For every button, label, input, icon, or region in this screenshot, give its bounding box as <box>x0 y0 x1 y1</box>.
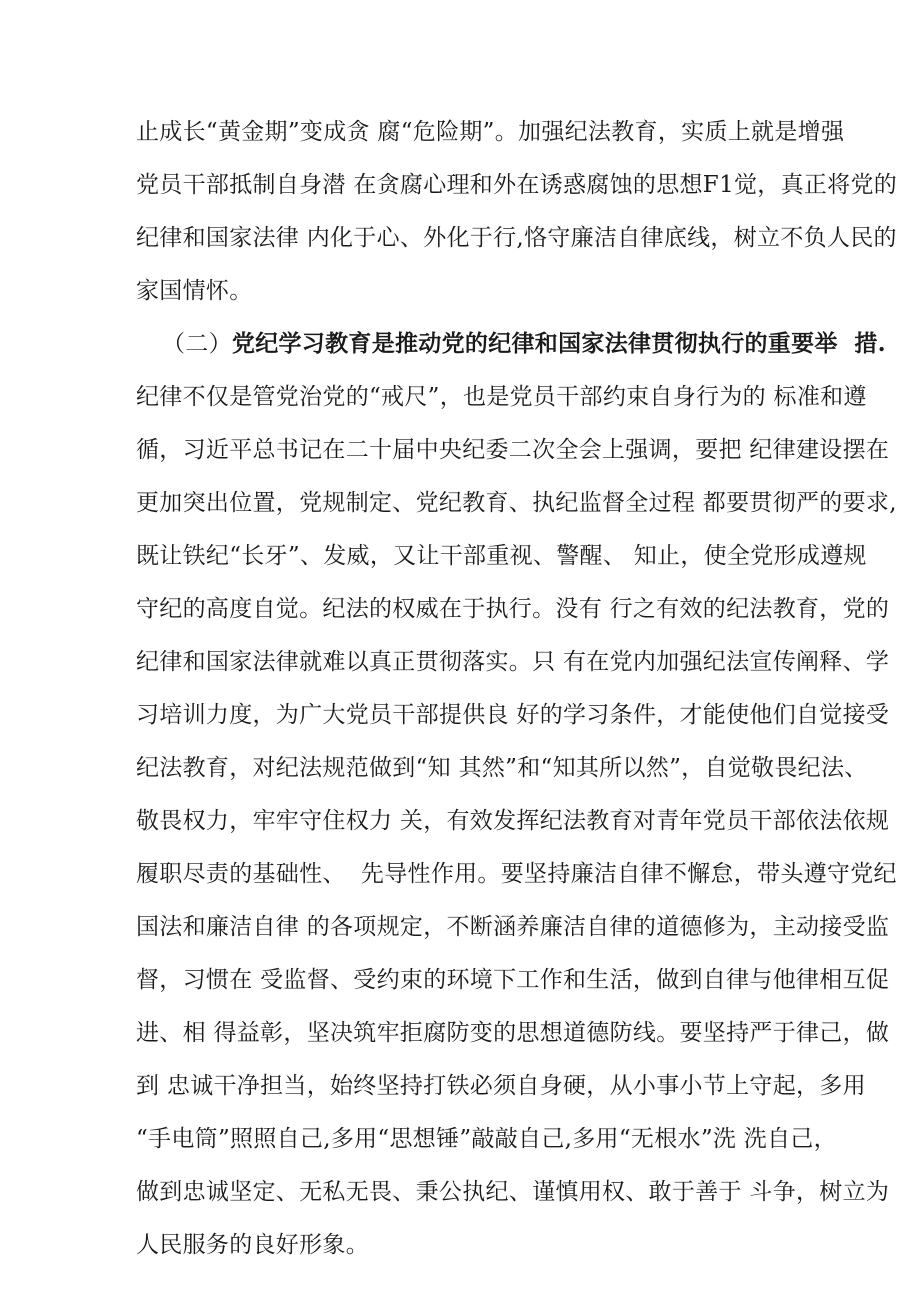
text-line: 督，习惯在 受监督、受约束的环境下工作和生活，做到自律与他律相互促 <box>136 967 890 993</box>
section-heading <box>162 330 886 358</box>
text-line: 既让铁纪“长牙”、发威，又让干部重视、警醒、 知止，使全党形成遵规 <box>136 543 867 569</box>
text-line: 守纪的高度自觉。纪法的权威在于执行。没有 行之有效的纪法教育，党的 <box>136 596 890 622</box>
text-line: 进、相 得益彰，坚决筑牢拒腐防变的思想道德防线。要坚持严于律己，做 <box>136 1020 890 1046</box>
text-line: 到 忠诚干净担当，始终坚持打铁必须自身硬，从小事小节上守起，多用 <box>136 1073 866 1099</box>
text-line: 循，习近平总书记在二十届中央纪委二次全会上强调，要把 纪律建设摆在 <box>136 437 890 463</box>
section-heading-number: （二） <box>162 331 232 357</box>
text-line: 党员干部抵制自身潜 在贪腐心理和外在诱惑腐蚀的思想F1觉，真正将党的 <box>136 172 898 198</box>
text-line: 纪律和国家法律 内化于心、外化于行,恪守廉洁自律底线，树立不负人民的 <box>136 225 897 251</box>
text-line: 做到忠诚坚定、无私无畏、秉公执纪、谨慎用权、敢于善于 斗争，树立为 <box>136 1179 890 1205</box>
text-line: 纪法教育，对纪法规范做到“知 其然”和“知其所以然”，自觉敬畏纪法、 <box>136 755 868 781</box>
text-line: “手电筒”照照自己,多用“思想锤”敲敲自己,多用“无根水”洗 洗自己， <box>136 1126 837 1152</box>
text-line: 更加突出位置，党规制定、党纪教育、执纪监督全过程 都要贯彻严的要求, <box>136 490 897 516</box>
section-heading-text: 党纪学习教育是推动党的纪律和国家法律贯彻执行的重要举 措. <box>231 330 886 357</box>
text-line: 纪律不仅是管党治党的“戒尺”，也是党员干部约束自身行为的 标准和遵 <box>136 384 867 410</box>
text-line: 家国情怀。 <box>136 278 253 304</box>
text-line: 履职尽责的基础性、 先导性作用。要坚持廉洁自律不懈怠，带头遵守党纪 <box>136 861 897 887</box>
text-line: 敬畏权力，牢牢守住权力 关，有效发挥纪法教育对青年党员干部依法依规 <box>136 808 890 834</box>
text-line: 纪律和国家法律就难以真正贯彻落实。只 有在党内加强纪法宣传阐释、学 <box>136 649 890 675</box>
text-line: 国法和廉洁自律 的各项规定，不断涵养廉洁自律的道德修为，主动接受监 <box>136 914 890 940</box>
text-line: 习培训力度，为广大党员干部提供良 好的学习条件，才能使他们自觉接受 <box>136 702 890 728</box>
text-line: 人民服务的良好形象。 <box>136 1232 369 1258</box>
text-line: 止成长“黄金期”变成贪 腐“危险期”。加强纪法教育，实质上就是增强 <box>136 119 845 145</box>
